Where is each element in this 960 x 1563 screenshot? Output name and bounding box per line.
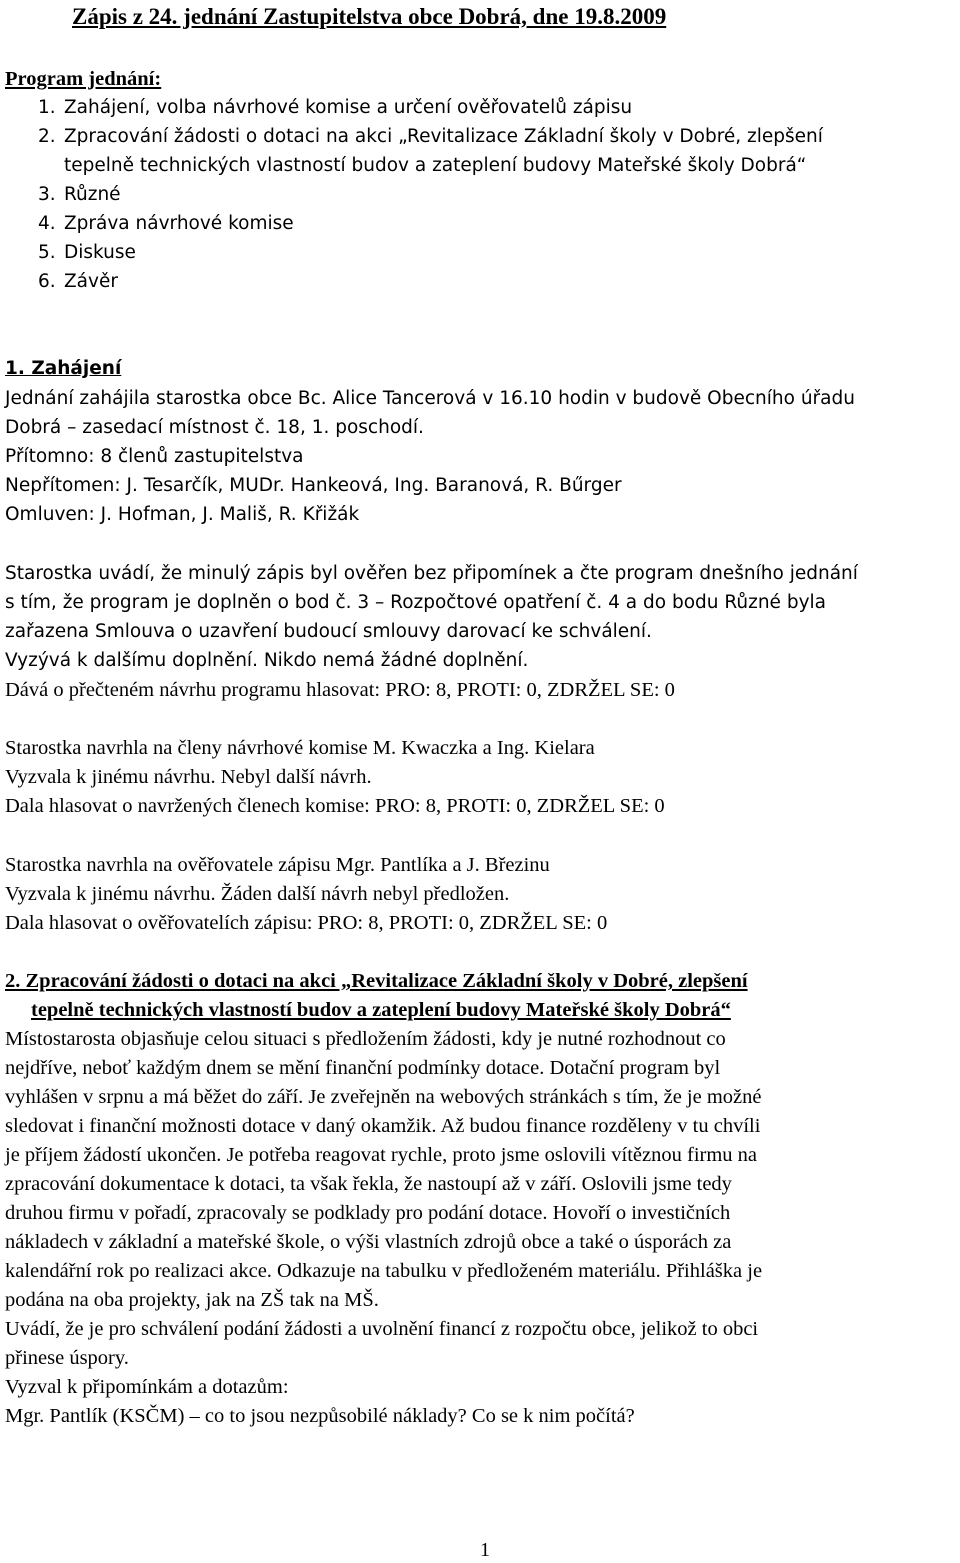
section2-line: Vyzval k připomínkám a dotazům: — [5, 1376, 289, 1398]
section1-line: Starostka navrhla na členy návrhové komise M. Kwaczka a Ing. Kielara — [5, 737, 595, 759]
program-item-text: Diskuse — [64, 242, 136, 263]
program-item-5 — [38, 240, 136, 266]
section1-line: zařazena Smlouva o uzavření budoucí smlouvy darovací ke schválení. — [5, 621, 652, 642]
section2-line: vyhlášen v srpnu a má běžet do září. Je zveřejněn na webových stránkách s tím, že je možné — [5, 1086, 762, 1108]
section2-heading-continuation: tepelně technických vlastností budov a zateplení budovy Mateřské školy Dobrá“ — [31, 999, 731, 1021]
program-item-2 — [38, 124, 823, 150]
program-item-text: Zpracování žádosti o dotaci na akci „Revitalizace Základní školy v Dobré, zlepšení — [64, 126, 823, 147]
program-item-4 — [38, 211, 294, 237]
program-item-6 — [38, 269, 118, 295]
section2-line: podána na oba projekty, jak na ZŠ tak na MŠ. — [5, 1289, 379, 1311]
section2-line: nejdříve, neboť každým dnem se mění finanční podmínky dotace. Dotační program byl — [5, 1057, 721, 1079]
program-item-number: 1. — [38, 97, 56, 118]
program-item-text: Závěr — [64, 271, 118, 292]
section1-line: Nepřítomen: J. Tesarčík, MUDr. Hankeová, Ing. Baranová, R. Bűrger — [5, 475, 622, 496]
section1-line: Vyzvala k jinému návrhu. Nebyl další návrh. — [5, 766, 372, 788]
section1-line: Vyzývá k dalšímu doplnění. Nikdo nemá žádné doplnění. — [5, 650, 529, 671]
section1-line: Dobrá – zasedací místnost č. 18, 1. poschodí. — [5, 417, 424, 438]
program-item-number: 3. — [38, 184, 56, 205]
section1-line: Vyzvala k jinému návrhu. Žáden další návrh nebyl předložen. — [5, 883, 510, 905]
program-item-3 — [38, 182, 121, 208]
program-item-text: Zahájení, volba návrhové komise a určení ověřovatelů zápisu — [64, 97, 633, 118]
section1-line: s tím, že program je doplněn o bod č. 3 – Rozpočtové opatření č. 4 a do bodu Různé byla — [5, 592, 826, 613]
section1-line: Starostka uvádí, že minulý zápis byl ověřen bez připomínek a čte program dnešního jednání — [5, 563, 858, 584]
section2-line: zpracování dokumentace k dotaci, ta však řekla, že nastoupí až v září. Oslovili jsme tedy — [5, 1173, 732, 1195]
program-item-number: 2. — [38, 126, 56, 147]
section2-line: Místostarosta objasňuje celou situaci s předložením žádosti, kdy je nutné rozhodnout co — [5, 1028, 726, 1050]
program-item-number: 5. — [38, 242, 56, 263]
program-item-text: Různé — [64, 184, 121, 205]
vote-line: Dává o přečteném návrhu programu hlasovat: PRO: 8, PROTI: 0, ZDRŽEL SE: 0 — [5, 679, 675, 701]
vote-line: Dala hlasovat o navržených členech komise: PRO: 8, PROTI: 0, ZDRŽEL SE: 0 — [5, 795, 665, 817]
section2-line: přinese úspory. — [5, 1347, 129, 1369]
section1-heading: 1. Zahájení — [5, 358, 122, 379]
program-item-text: Zpráva návrhové komise — [64, 213, 294, 234]
vote-line: Dala hlasovat o ověřovatelích zápisu: PRO: 8, PROTI: 0, ZDRŽEL SE: 0 — [5, 912, 608, 934]
section2-line: druhou firmu v pořadí, zpracovaly se podklady pro podání dotace. Hovoří o investičních — [5, 1202, 731, 1224]
program-item-number: 4. — [38, 213, 56, 234]
page-number: 1 — [480, 1539, 490, 1561]
section2-line: Uvádí, že je pro schválení podání žádosti a uvolnění financí z rozpočtu obce, jelikož to obci — [5, 1318, 759, 1340]
section2-line: kalendářní rok po realizaci akce. Odkazuje na tabulku v předloženém materiálu. Přihláška je — [5, 1260, 763, 1282]
section2-line: nákladech v základní a mateřské škole, o výši vlastních zdrojů obce a také o úsporách za — [5, 1231, 732, 1253]
program-item-number: 6. — [38, 271, 56, 292]
program-item-2-continuation: tepelně technických vlastností budov a zateplení budovy Mateřské školy Dobrá“ — [64, 155, 807, 176]
section1-line: Jednání zahájila starostka obce Bc. Alice Tancerová v 16.10 hodin v budově Obecního úřadu — [5, 388, 855, 409]
document-title: Zápis z 24. jednání Zastupitelstva obce Dobrá, dne 19.8.2009 — [72, 4, 667, 29]
section1-line: Omluven: J. Hofman, J. Mališ, R. Křižák — [5, 504, 360, 525]
section2-line: je příjem žádostí ukončen. Je potřeba reagovat rychle, proto jsme oslovili vítěznou firmu na — [5, 1144, 758, 1166]
program-item-1 — [38, 95, 632, 121]
section2-heading: 2. Zpracování žádosti o dotaci na akci „Revitalizace Základní školy v Dobré, zlepšení — [5, 970, 748, 992]
section1-line: Starostka navrhla na ověřovatele zápisu Mgr. Pantlíka a J. Březinu — [5, 854, 550, 876]
section1-line: Přítomno: 8 členů zastupitelstva — [5, 446, 304, 467]
section2-line: Mgr. Pantlík (KSČM) – co to jsou nezpůsobilé náklady? Co se k nim počítá? — [5, 1405, 635, 1427]
program-heading: Program jednání: — [5, 68, 162, 90]
section2-line: sledovat i finanční možnosti dotace v daný okamžik. Až budou finance rozděleny v tu chvíli — [5, 1115, 761, 1137]
